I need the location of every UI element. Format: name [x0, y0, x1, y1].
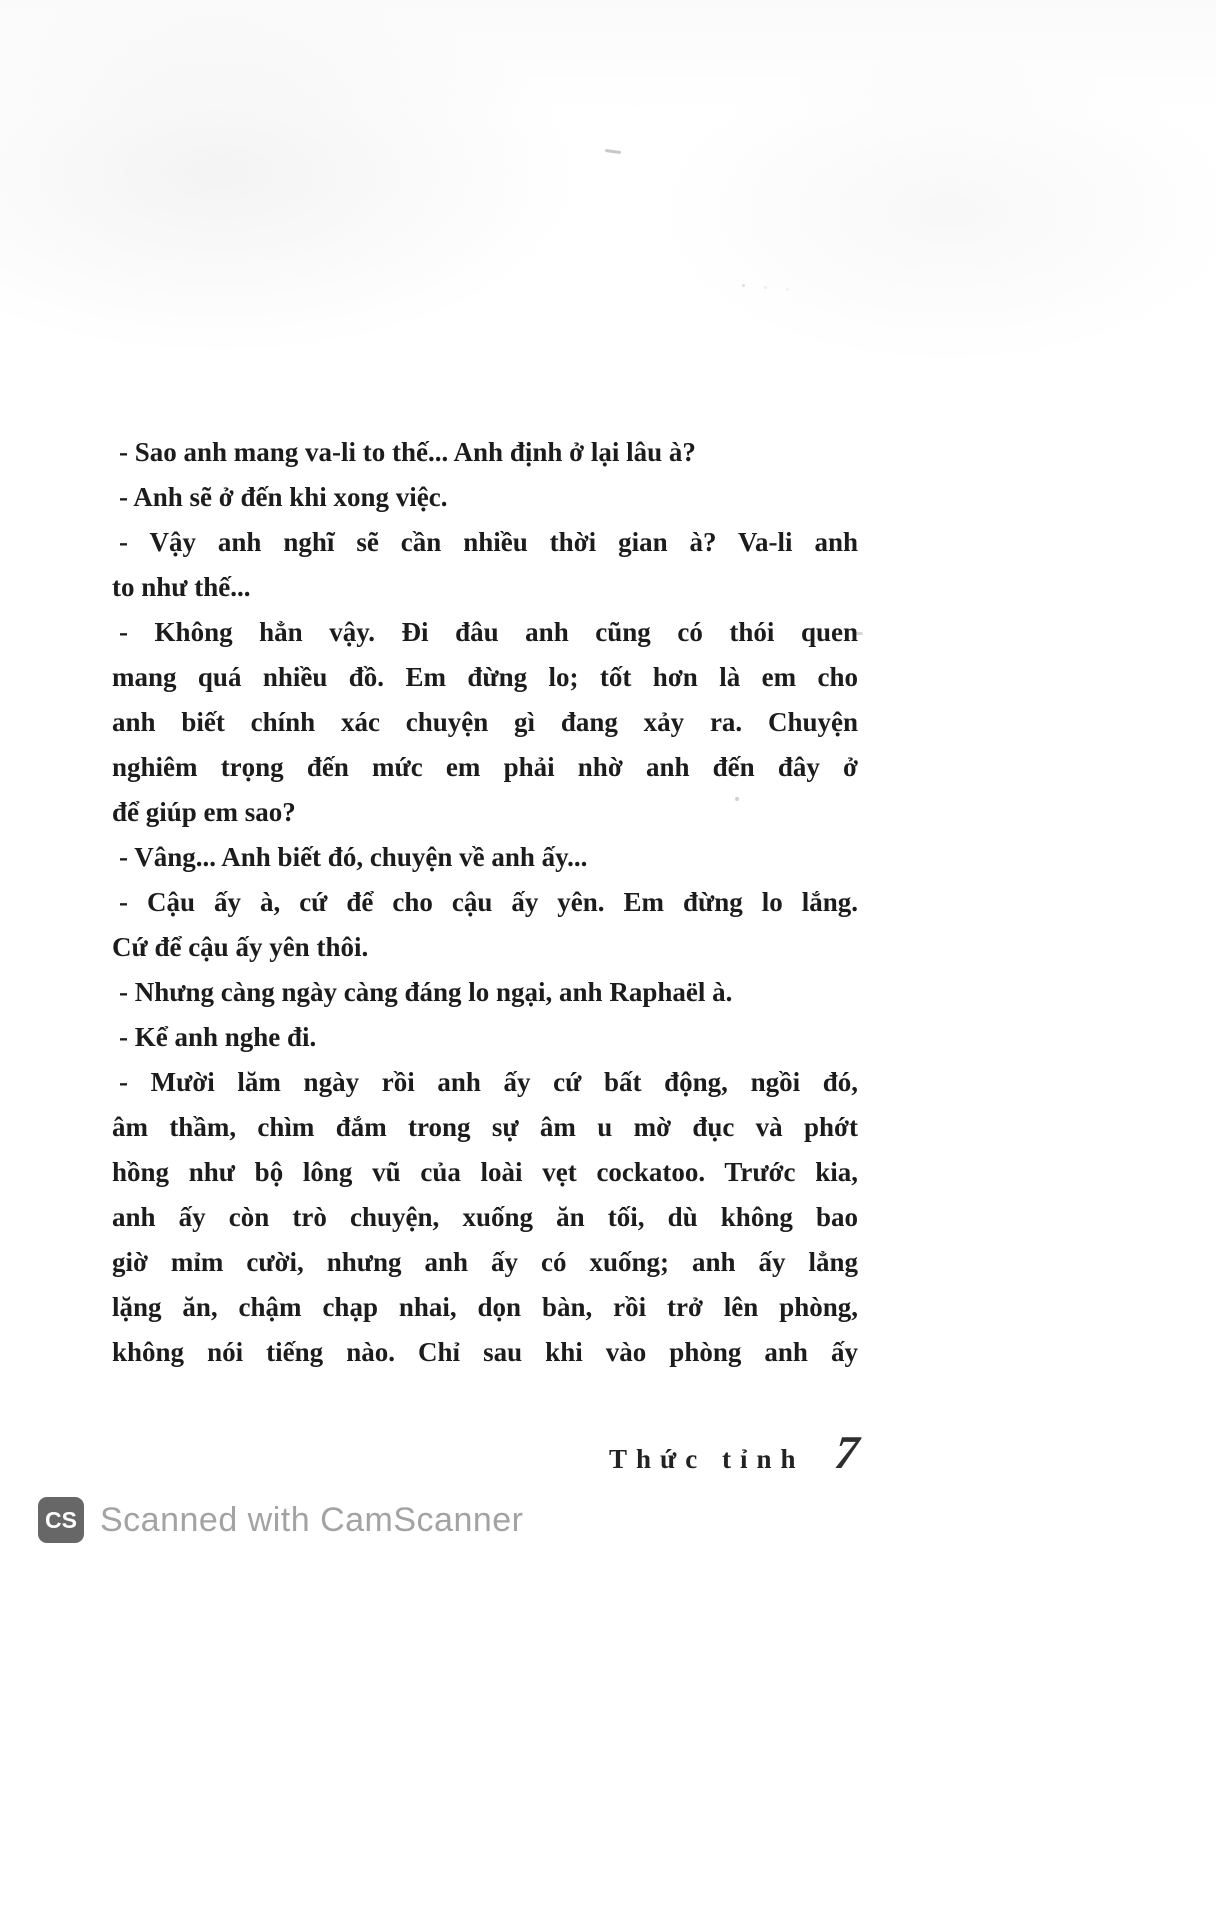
camscanner-watermark [0, 1488, 1216, 1552]
text-line: - Nhưng càng ngày càng đáng lo ngại, anh Raphaël à. [119, 977, 733, 1007]
text-line: - Mười lăm ngày rồi anh ấy cứ bất động, ngồi đó, [119, 1067, 858, 1097]
page-number: 7 [831, 1427, 861, 1479]
text-line: - Không hẳn vậy. Đi đâu anh cũng có thói quen [119, 617, 858, 647]
text-line: nghiêm trọng đến mức em phải nhờ anh đến đây ở [112, 752, 858, 782]
text-line: lặng ăn, chậm chạp nhai, dọn bàn, rồi trở lên phòng, [112, 1292, 858, 1322]
text-line: - Sao anh mang va-li to thế... Anh định ở lại lâu à? [119, 437, 696, 467]
scan-artifact [742, 284, 745, 287]
camscanner-text: Scanned with CamScanner [100, 1500, 524, 1539]
text-line: anh ấy còn trò chuyện, xuống ăn tối, dù không bao [112, 1202, 858, 1232]
text-line: - Kể anh nghe đi. [119, 1022, 317, 1052]
text-line: âm thầm, chìm đắm trong sự âm u mờ đục và phớt [112, 1112, 858, 1142]
text-line: to như thế... [112, 572, 251, 602]
text-line: - Anh sẽ ở đến khi xong việc. [119, 482, 448, 512]
scan-artifact [605, 149, 621, 154]
text-line: anh biết chính xác chuyện gì đang xảy ra. Chuyện [112, 707, 858, 737]
running-title: Thức tỉnh [609, 1444, 805, 1474]
page-footer [609, 1426, 861, 1480]
text-line: Cứ để cậu ấy yên thôi. [112, 932, 369, 962]
text-line: mang quá nhiều đồ. Em đừng lo; tốt hơn là em cho [112, 662, 858, 692]
page-text [112, 430, 858, 1375]
text-line: giờ mỉm cười, nhưng anh ấy có xuống; anh ấy lẳng [112, 1247, 858, 1277]
text-line: - Cậu ấy à, cứ để cho cậu ấy yên. Em đừng lo lắng. [119, 887, 858, 917]
text-line: - Vâng... Anh biết đó, chuyện về anh ấy... [119, 842, 588, 872]
text-line: để giúp em sao? [112, 797, 296, 827]
camscanner-logo-icon: CS [38, 1497, 84, 1543]
text-line: - Vậy anh nghĩ sẽ cần nhiều thời gian à? Va-li anh [119, 527, 858, 557]
text-line: hồng như bộ lông vũ của loài vẹt cockatoo. Trước kia, [112, 1157, 858, 1187]
text-line: không nói tiếng nào. Chỉ sau khi vào phòng anh ấy [112, 1337, 858, 1367]
